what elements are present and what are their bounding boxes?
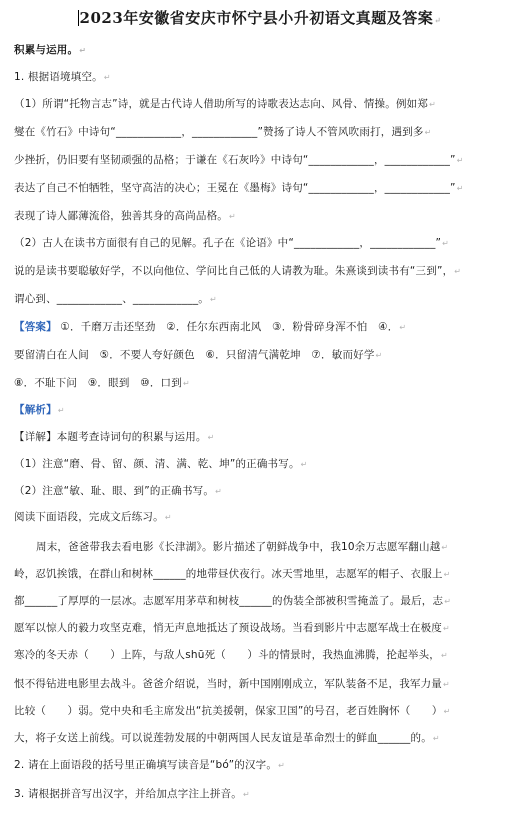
passage-line bbox=[14, 621, 511, 636]
body-line bbox=[14, 181, 511, 196]
passage-line-text: 都______了厚厚的一层冰。志愿军用茅草和树枝______的伪装全部被积雪掩盖了。最后，志 bbox=[14, 595, 444, 607]
passage-line bbox=[14, 594, 511, 609]
paragraph-mark-icon: ↵ bbox=[210, 295, 217, 304]
paragraph-mark-icon: ↵ bbox=[454, 267, 462, 276]
passage-line-text: 恨不得钻进电影里去战斗。爸爸介绍说，当时，新中国刚刚成立，军队装备不足，我军力量 bbox=[14, 678, 442, 690]
detail-line bbox=[14, 484, 511, 499]
paragraph-mark-icon: ↵ bbox=[443, 680, 450, 689]
paragraph-mark-icon: ↵ bbox=[456, 184, 464, 193]
body-line bbox=[14, 125, 511, 140]
passage-line-text: 岭，忍饥挨饿，在群山和树林______的地带昼伏夜行。冰天雪地里，志愿军的帽子、衣服上 bbox=[14, 568, 443, 580]
paragraph-mark-icon: ↵ bbox=[375, 351, 383, 360]
paragraph-mark-icon: ↵ bbox=[424, 128, 432, 137]
paragraph-mark-icon: ↵ bbox=[429, 100, 436, 109]
passage-line bbox=[14, 648, 511, 663]
body-line bbox=[14, 292, 511, 307]
body-line-text: 表现了诗人鄙薄流俗，独善其身的高尚品格。 bbox=[14, 210, 228, 222]
paragraph-mark-icon: ↵ bbox=[443, 570, 451, 579]
title-text: 2023年安徽省安庆市怀宁县小升初语文真题及答案 bbox=[79, 9, 434, 27]
passage-line bbox=[14, 540, 511, 555]
body-line-text: 谓心到、____________、____________。 bbox=[14, 293, 209, 305]
body-line-text: 燮在《竹石》中诗句“____________，____________”赞扬了诗人不管风吹雨打，遇到多 bbox=[14, 126, 424, 138]
passage-line bbox=[14, 731, 511, 746]
paragraph-mark-icon: ↵ bbox=[300, 460, 308, 469]
body-line-text: （1）所谓“托物言志”诗，就是古代诗人借助所写的诗歌表达志向、风骨、情操。例如郑 bbox=[14, 98, 429, 110]
paragraph-mark-icon: ↵ bbox=[434, 15, 442, 25]
detail-line-text: （1）注意“磨、骨、留、颜、清、满、乾、坤”的正确书写。 bbox=[14, 458, 300, 470]
paragraph-mark-icon: ↵ bbox=[440, 651, 448, 660]
passage-line bbox=[14, 677, 511, 692]
question-line bbox=[14, 758, 511, 773]
paragraph-mark-icon: ↵ bbox=[182, 379, 190, 388]
question-line bbox=[14, 787, 511, 802]
paragraph-mark-icon: ↵ bbox=[229, 212, 236, 221]
paragraph-mark-icon: ↵ bbox=[441, 543, 449, 552]
detail-line bbox=[14, 430, 511, 445]
answer-text: 要留清白在人间 ⑤．不要人夸好颜色 ⑥．只留清气满乾坤 ⑦．敏而好学 bbox=[14, 349, 375, 361]
answer-line-1 bbox=[14, 320, 511, 335]
body-line-text: 1. 根据语境填空。 bbox=[14, 71, 103, 83]
answer-line-3 bbox=[14, 376, 511, 391]
detail-line-text: 【详解】本题考查诗词句的积累与运用。 bbox=[14, 431, 207, 443]
passage-line-text: 寒冷的冬天赤（ ）上阵，与敌人shū死（ ）斗的情景时，我热血沸腾，抡起举头， bbox=[14, 649, 440, 661]
passage-line-text: 周末，爸爸带我去看电影《长津湖》。影片描述了朝鲜战争中，我10余万志愿军翻山越 bbox=[36, 541, 441, 553]
passage-line-text: 愿军以惊人的毅力攻坚克难，悄无声息地抵达了预设战场。当看到影片中志愿军战士在极度 bbox=[14, 622, 442, 634]
paragraph-mark-icon: ↵ bbox=[444, 597, 452, 606]
body-line bbox=[14, 209, 511, 224]
paragraph-mark-icon: ↵ bbox=[164, 513, 172, 522]
body-line bbox=[14, 97, 511, 112]
passage-line-text: 大，将子女送上前线。可以说莲勃发展的中朝两国人民友谊是革命烈士的鲜血______的。 bbox=[14, 732, 432, 744]
passage-line-text: 比较（ ）弱。党中央和毛主席发出“抗美援朝，保家卫国”的号召，老百姓胸怀（ ） bbox=[14, 705, 443, 717]
document-title bbox=[0, 8, 519, 30]
paragraph-mark-icon: ↵ bbox=[242, 790, 250, 799]
body-line-text: 表达了自己不怕牺牲，坚守高洁的决心；王冕在《墨梅》诗句“____________，____________” bbox=[14, 182, 456, 194]
analysis-label: 【解析】 bbox=[14, 404, 57, 416]
body-line bbox=[14, 236, 511, 251]
body-line bbox=[14, 70, 511, 85]
paragraph-mark-icon: ↵ bbox=[207, 433, 215, 442]
question-line-text: 3. 请根据拼音写出汉字，并给加点字注上拼音。 bbox=[14, 788, 242, 800]
paragraph-mark-icon: ↵ bbox=[442, 239, 450, 248]
detail-line bbox=[14, 510, 511, 525]
paragraph-mark-icon: ↵ bbox=[103, 73, 111, 82]
detail-line-text: 阅读下面语段，完成文后练习。 bbox=[14, 511, 164, 523]
detail-line bbox=[14, 457, 511, 472]
question-line-text: 2. 请在上面语段的括号里正确填写读音是“bó”的汉字。 bbox=[14, 759, 278, 771]
paragraph-mark-icon: ↵ bbox=[215, 487, 222, 496]
body-line-text: 少挫折，仍旧要有坚韧顽强的品格；于谦在《石灰吟》中诗句“____________，____________” bbox=[14, 154, 456, 166]
section-heading bbox=[14, 43, 511, 58]
body-line bbox=[14, 153, 511, 168]
paragraph-mark-icon: ↵ bbox=[443, 707, 451, 716]
body-line-text: （2）古人在读书方面很有自己的见解。孔子在《论语》中“____________，____________” bbox=[14, 237, 442, 249]
text-cursor bbox=[78, 10, 79, 26]
paragraph-mark-icon: ↵ bbox=[432, 734, 440, 743]
passage-line bbox=[14, 704, 511, 719]
paragraph-mark-icon: ↵ bbox=[278, 761, 285, 770]
body-line bbox=[14, 264, 511, 279]
detail-line-text: （2）注意“敏、耻、眼、到”的正确书写。 bbox=[14, 485, 215, 497]
paragraph-mark-icon: ↵ bbox=[57, 406, 65, 415]
analysis-line bbox=[14, 403, 511, 418]
answer-label: 【答案】 bbox=[14, 321, 57, 333]
paragraph-mark-icon: ↵ bbox=[456, 156, 464, 165]
paragraph-mark-icon: ↵ bbox=[443, 624, 450, 633]
section-heading-text: 积累与运用。 bbox=[14, 44, 79, 56]
answer-text: ①．千磨万击还坚劲 ②．任尔东西南北风 ③．粉骨碎身浑不怕 ④． bbox=[60, 321, 399, 333]
passage-line bbox=[14, 567, 511, 582]
paragraph-mark-icon: ↵ bbox=[79, 46, 87, 55]
answer-text: ⑧．不耻下问 ⑨．眼到 ⑩．口到 bbox=[14, 377, 182, 389]
answer-line-2 bbox=[14, 348, 511, 363]
paragraph-mark-icon: ↵ bbox=[399, 323, 407, 332]
body-line-text: 说的是读书要聪敏好学，不以向他位、学问比自己低的人请教为耻。朱熹谈到读书有“三到”， bbox=[14, 265, 454, 277]
